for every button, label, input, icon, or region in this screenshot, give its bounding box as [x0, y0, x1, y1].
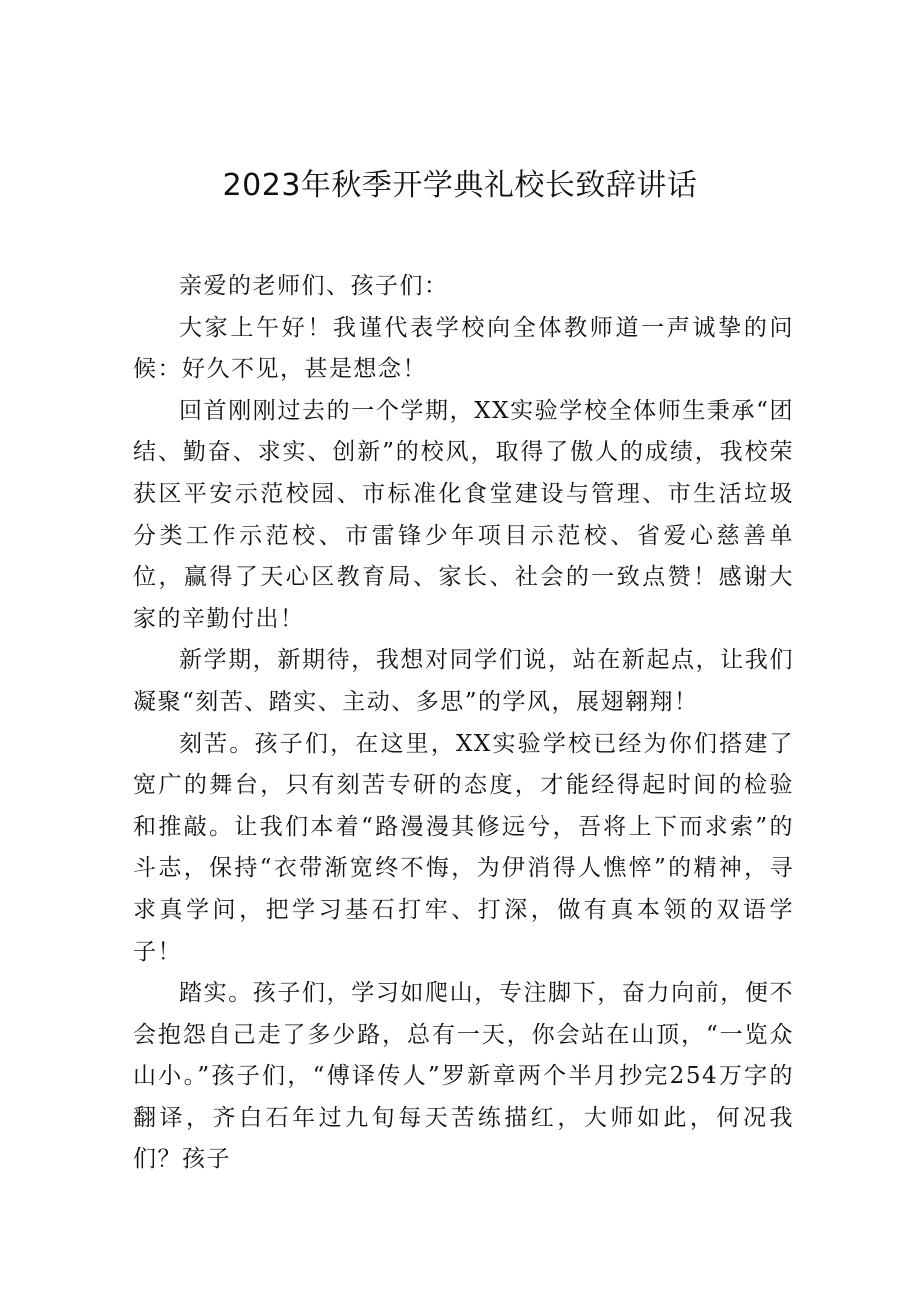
- document-body: [133, 266, 794, 1181]
- body-paragraph: 踏实。孩子们，学习如爬山，专注脚下，奋力向前，便不会抱怨自己走了多少路，总有一天，你会站在山顶，“一览众山小。”孩子们，“傅译传人”罗新章两个半月抄完254万字的翻译，齐白石年过九旬每天苦练描红，大师如此，何况我们？孩子: [133, 980, 794, 1173]
- body-paragraph: 回首刚刚过去的一个学期，XX实验学校全体师生秉承“团结、勤奋、求实、创新”的校风，取得了傲人的成绩，我校荣获区平安示范校园、市标准化食堂建设与管理、市生活垃圾分类工作示范校、市雷锋少年项目示范校、省爱心慈善单位，赢得了天心区教育局、家长、社会的一致点赞！感谢大家的辛勤付出！: [133, 397, 794, 632]
- body-paragraph: 大家上午好！我谨代表学校向全体教师道一声诚挚的问候：好久不见，甚是想念！: [133, 314, 794, 383]
- body-paragraph: 新学期，新期待，我想对同学们说，站在新起点，让我们凝聚“刻苦、踏实、主动、多思”的学风，展翅翱翔！: [133, 647, 794, 715]
- greeting-paragraph: 亲爱的老师们、孩子们：: [179, 273, 449, 299]
- document-title: 2023年秋季开学典礼校长致辞讲话: [222, 168, 698, 203]
- body-paragraph: 刻苦。孩子们，在这里，XX实验学校已经为你们搭建了宽广的舞台，只有刻苦专研的态度，才能经得起时间的检验和推敲。让我们本着“路漫漫其修远兮，吾将上下而求索”的斗志，保持“衣带渐宽终不悔，为伊消得人憔悴”的精神，寻求真学问，把学习基石打牢、打深，做有真本领的双语学子！: [133, 730, 794, 965]
